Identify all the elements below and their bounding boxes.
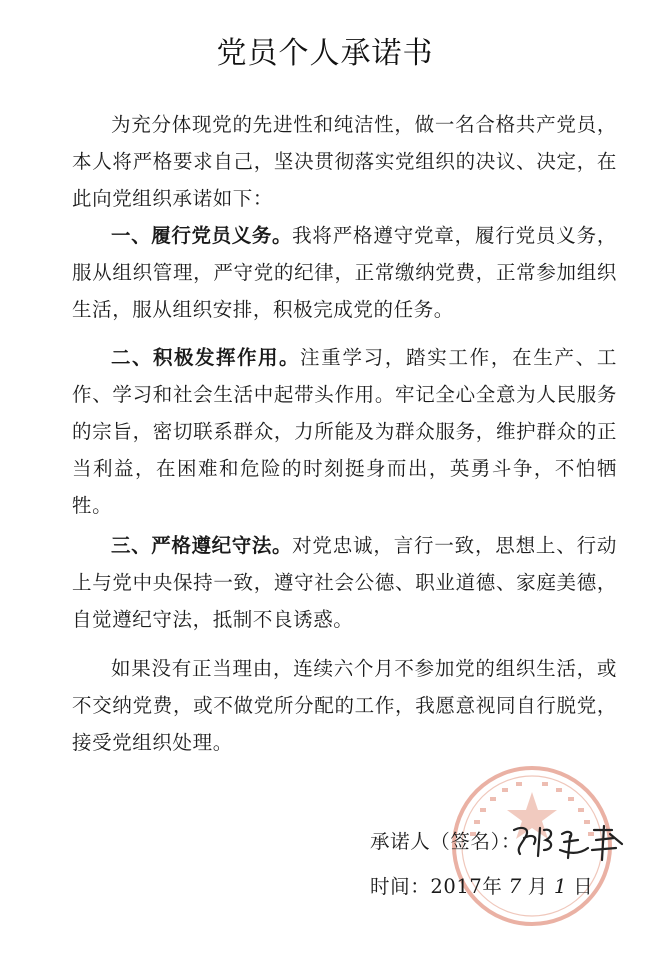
signature-block	[370, 820, 640, 909]
paragraph-closing	[72, 650, 617, 761]
date-month: 7	[508, 874, 522, 898]
item-2-text: 注重学习，踏实工作，在生产、工作、学习和社会生活中起带头作用。牢记全心全意为人民服务的宗旨，密切联系群众，力所能及为群众服务，维护群众的正当利益，在困难和危险的时刻挺身而出，英勇斗争，不怕牺牲。	[72, 346, 617, 517]
date-month-unit: 月	[527, 875, 548, 898]
item-3-text: 对党忠诚，言行一致，思想上、行动上与党中央保持一致，遵守社会公德、职业道德、家庭美德，自觉遵纪守法，抵制不良诱惑。	[72, 534, 617, 631]
paragraph-intro-text: 为充分体现党的先进性和纯洁性，做一名合格共产党员，本人将严格要求自己，坚决贯彻落实党组织的决议、决定，在此向党组织承诺如下：	[72, 113, 617, 210]
paragraph-item-2	[72, 339, 617, 524]
paragraph-item-3	[72, 527, 617, 638]
paragraph-item-1	[72, 217, 617, 328]
date-year-unit: 年	[482, 875, 503, 898]
item-2-heading: 二、积极发挥作用。	[111, 346, 301, 369]
item-3-heading: 三、严格遵纪守法。	[111, 534, 293, 557]
document-title: 党员个人承诺书	[216, 36, 434, 71]
paragraph-closing-text: 如果没有正当理由，连续六个月不参加党的组织生活，或不交纳党费，或不做党所分配的工作，我愿意视同自行脱党，接受党组织处理。	[72, 657, 617, 754]
date-label: 时间：	[370, 875, 431, 898]
item-1-heading: 一、履行党员义务。	[111, 224, 293, 247]
handwritten-signature	[510, 820, 630, 864]
date-day-unit: 日	[573, 875, 594, 898]
signature-row	[370, 820, 640, 864]
date-day: 1	[553, 874, 568, 898]
date-row	[370, 864, 640, 909]
signature-label: 承诺人（签名）：	[370, 830, 522, 853]
item-1-text: 我将严格遵守党章，履行党员义务，服从组织管理，严守党的纪律，正常缴纳党费，正常参加组织生活，服从组织安排，积极完成党的任务。	[72, 224, 617, 321]
paragraph-intro	[72, 106, 617, 217]
date-year: 2017	[430, 875, 483, 898]
